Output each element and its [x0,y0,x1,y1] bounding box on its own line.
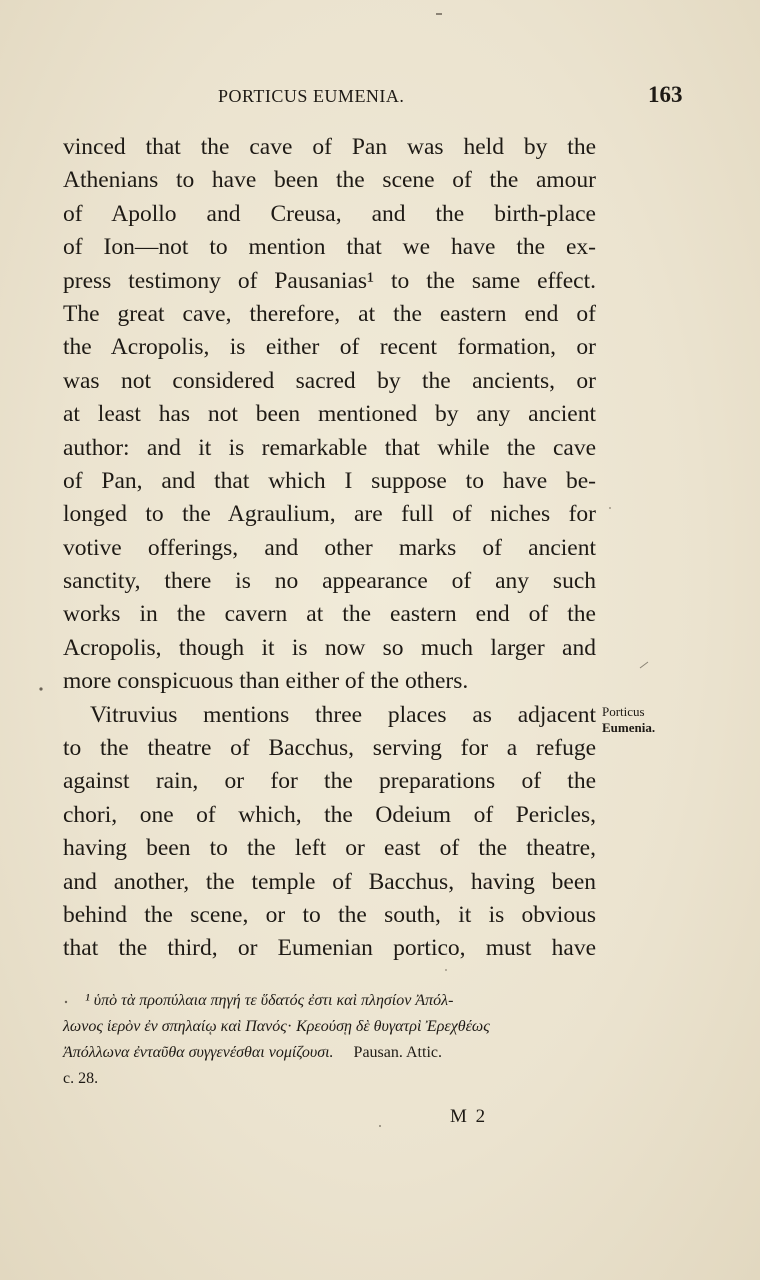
text-line: behind the scene, or to the south, it is obvious [63,901,596,928]
text-line: longed to the Agraulium, are full of niches for [63,501,596,528]
text-line: chori, one of which, the Odeium of Pericles, [63,801,596,828]
text-line: to the theatre of Bacchus, serving for a refuge [63,735,596,762]
text-line: against rain, or for the preparations of the [63,768,596,795]
paragraph-start-line: Vitruvius mentions three places as adjacent [90,701,596,728]
margin-note [602,704,702,736]
footnote-line [63,1040,603,1066]
text-line: of Pan, and that which I suppose to have be- [63,467,596,494]
text-line: sanctity, there is no appearance of any such [63,568,596,595]
text-line: having been to the left or east of the theatre, [63,835,596,862]
footnote-line: λωνος ἱερὸν ἐν σπηλαίῳ καὶ Πανός· Κρεούσῃ δὲ θυγατρὶ Ἐρεχθέως [63,1018,490,1035]
footnote-line: c. 28. [63,1070,99,1087]
text-line: The great cave, therefore, at the eastern end of [63,300,596,327]
text-line: vinced that the cave of Pan was held by the [63,134,596,160]
footnote-line: ¹ ὑπὸ τὰ προπύλαια πηγή τε ὕδατός ἐστι καὶ πλησίον Ἀπόλ- [85,992,454,1009]
text-line: at least has not been mentioned by any ancient [63,401,596,428]
text-line: Acropolis, though it is now so much larger and [63,634,596,661]
page-number: 163 [648,82,683,107]
text-line: and another, the temple of Bacchus, having been [63,868,596,895]
body-text [63,131,596,966]
margin-note-line: Porticus [602,704,645,719]
text-line: votive offerings, and other marks of ancient [63,534,596,561]
text-line: of Apollo and Creusa, and the birth-place [63,200,596,227]
text-line: of Ion—not to mention that we have the ex- [63,234,596,261]
footnote [63,988,603,1092]
text-line: the Acropolis, is either of recent formation, or [63,334,596,361]
text-line: author: and it is remarkable that while the cave [63,434,596,461]
footnote-citation: Pausan. Attic. [353,1044,442,1061]
page-header [0,82,760,116]
margin-note-line: Eumenia. [602,720,656,735]
text-line: Athenians to have been the scene of the amour [63,167,596,194]
text-line: was not considered sacred by the ancients, or [63,367,596,394]
text-line: press testimony of Pausanias¹ to the same effect. [63,267,596,294]
signature-mark: M 2 [450,1106,488,1127]
paragraph-end-line: more conspicuous than either of the others. [63,668,469,695]
footnote-greek-quote: Ἀπόλλωνα ἐνταῦθα συγγενέσθαι νομίζουσι. [63,1044,334,1061]
running-head: PORTICUS EUMENIA. [218,86,405,106]
text-line: works in the cavern at the eastern end of the [63,601,596,628]
text-line: that the third, or Eumenian portico, must have [63,935,596,962]
